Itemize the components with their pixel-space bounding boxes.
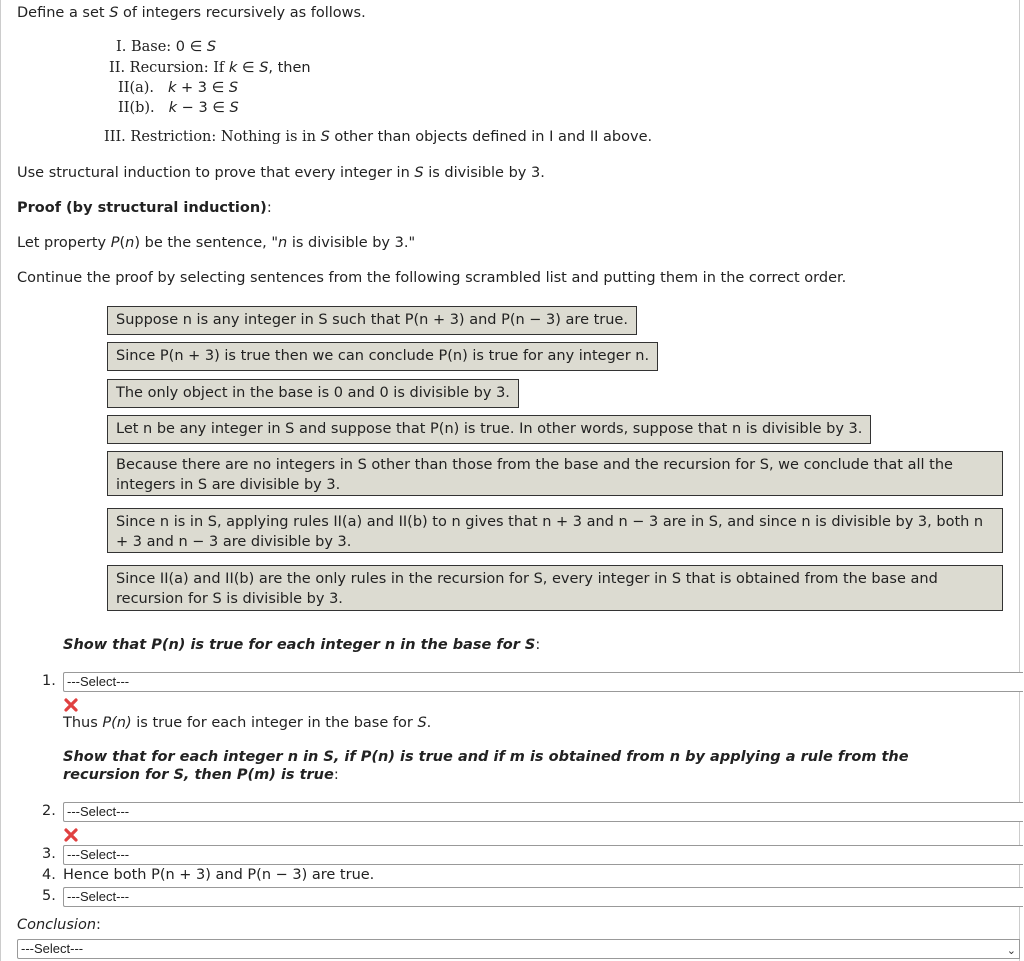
base-conclusion: Thus P(n) is true for each integer in the base for S. <box>63 715 432 731</box>
scrambled-sentence-3[interactable]: The only object in the base is 0 and 0 is divisible by 3. <box>107 379 519 408</box>
rule-restriction: III. Restriction: Nothing is in S other than objects defined in I and II above. <box>104 129 653 145</box>
step-5-select[interactable] <box>63 887 1023 907</box>
step-number-2: 2. <box>42 803 56 819</box>
scrambled-sentence-7[interactable]: Since II(a) and II(b) are the only rules in the recursion for S, every integer in S that is obtained from the base and recursion for S is divisible by 3. <box>107 565 1003 611</box>
step-2-select-value: ---Select--- <box>67 804 130 819</box>
step-1-select[interactable] <box>63 672 1023 692</box>
recursion-section-heading-line2: recursion for S, then P(m) is true: <box>63 767 339 783</box>
rule-iib: II(b). k − 3 ∈ S <box>118 100 239 116</box>
proof-heading: Proof (by structural induction): <box>17 200 272 216</box>
step-number-3: 3. <box>42 846 56 862</box>
conclusion-select[interactable] <box>17 939 1020 959</box>
step-number-5: 5. <box>42 888 56 904</box>
instructions: Continue the proof by selecting sentences from the following scrambled list and putting them in the correct order. <box>17 270 847 286</box>
task-statement: Use structural induction to prove that every integer in S is divisible by 3. <box>17 165 545 181</box>
scrambled-sentence-5[interactable]: Because there are no integers in S other than those from the base and the recursion for S, we conclude that all the integers in S are divisible by 3. <box>107 451 1003 496</box>
step-number-4: 4. <box>42 867 56 883</box>
incorrect-x-icon <box>63 697 79 713</box>
rule-recursion: II. Recursion: If k ∈ S, then <box>109 60 311 76</box>
property-definition: Let property P(n) be the sentence, "n is divisible by 3." <box>17 235 416 251</box>
recursion-section-heading-line1: Show that for each integer n in S, if P(n) is true and if m is obtained from n by applying a rule from the <box>63 749 909 765</box>
step-2-select[interactable] <box>63 802 1023 822</box>
step-1-select-value: ---Select--- <box>67 674 130 689</box>
step-5-select-value: ---Select--- <box>67 889 130 904</box>
step-3-select-value: ---Select--- <box>67 847 130 862</box>
chevron-down-icon: ⌄ <box>1006 945 1016 957</box>
base-section-heading: Show that P(n) is true for each integer n in the base for S: <box>63 637 541 653</box>
rule-base: I. Base: 0 ∈ S <box>116 39 217 55</box>
scrambled-sentence-6[interactable]: Since n is in S, applying rules II(a) and II(b) to n gives that n + 3 and n − 3 are in S, and since n is divisible by 3, both n + 3 and n − 3 are divisible by 3. <box>107 508 1003 553</box>
incorrect-x-icon <box>63 827 79 843</box>
step-4-text: Hence both P(n + 3) and P(n − 3) are true. <box>63 867 375 883</box>
conclusion-label: Conclusion: <box>17 917 101 933</box>
step-number-1: 1. <box>42 673 56 689</box>
intro-line: Define a set S of integers recursively as follows. <box>17 5 366 21</box>
conclusion-select-value: ---Select--- <box>21 941 84 956</box>
step-3-select[interactable] <box>63 845 1023 865</box>
rule-iia: II(a). k + 3 ∈ S <box>118 80 239 96</box>
scrambled-sentence-4[interactable]: Let n be any integer in S and suppose that P(n) is true. In other words, suppose that n is divisible by 3. <box>107 415 871 444</box>
scrambled-sentence-1[interactable]: Suppose n is any integer in S such that P(n + 3) and P(n − 3) are true. <box>107 306 637 335</box>
scrambled-sentence-2[interactable]: Since P(n + 3) is true then we can conclude P(n) is true for any integer n. <box>107 342 658 371</box>
